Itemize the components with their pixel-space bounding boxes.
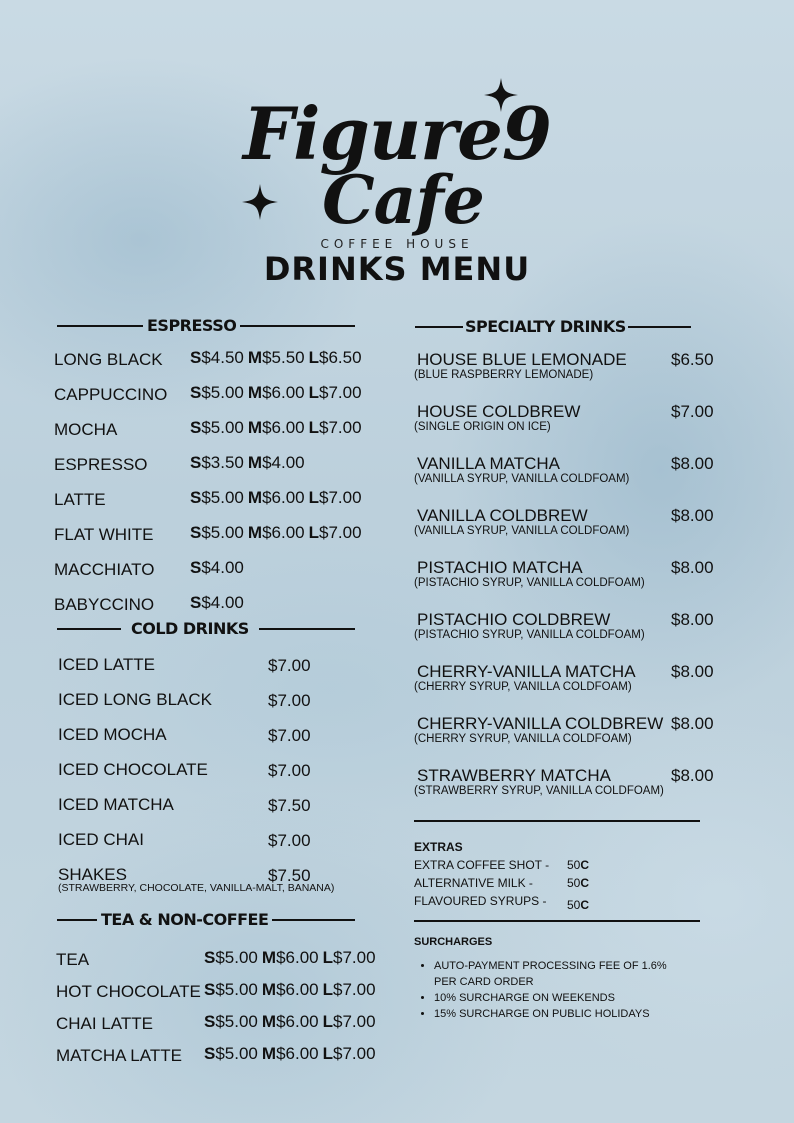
menu-item-description: (SINGLE ORIGIN ON ICE) xyxy=(414,421,551,433)
price-sizes xyxy=(190,383,366,403)
size-label: M xyxy=(261,948,277,967)
menu-item-name: BABYCCINO xyxy=(54,595,155,614)
price-sizes xyxy=(190,348,366,368)
price-sizes xyxy=(190,593,248,613)
size-label: L xyxy=(322,1012,333,1031)
section-title: COLD DRINKS xyxy=(131,619,249,638)
price-value: $5.00 xyxy=(201,488,244,507)
price-value: $7.00 xyxy=(319,523,362,542)
menu-item-description: (PISTACHIO SYRUP, VANILLA COLDFOAM) xyxy=(414,577,645,589)
size-label: M xyxy=(261,1044,277,1063)
price-value: $6.00 xyxy=(276,1044,319,1063)
size-label: S xyxy=(204,1012,216,1031)
logo-text-line1: Figure9 xyxy=(243,91,551,176)
menu-item-name: PISTACHIO COLDBREW xyxy=(417,610,611,629)
menu-item-price: $8.00 xyxy=(671,714,714,733)
menu-item-name: STRAWBERRY MATCHA xyxy=(417,766,611,785)
menu-item-description: (BLUE RASPBERRY LEMONADE) xyxy=(414,369,594,381)
menu-item-name: VANILLA MATCHA xyxy=(417,454,560,473)
menu-item-description: (VANILLA SYRUP, VANILLA COLDFOAM) xyxy=(414,525,630,537)
size-label: S xyxy=(204,980,216,999)
divider xyxy=(57,325,143,327)
price-value: $4.00 xyxy=(201,593,244,612)
section-title: TEA & NON-COFFEE xyxy=(101,910,269,929)
price-value: $7.00 xyxy=(319,418,362,437)
surcharges-title: SURCHARGES xyxy=(414,936,493,948)
price-value: $5.00 xyxy=(215,1044,258,1063)
menu-item-name: ICED LONG BLACK xyxy=(58,690,212,709)
menu-item-description: (CHERRY SYRUP, VANILLA COLDFOAM) xyxy=(414,681,632,693)
price-value: $7.00 xyxy=(319,488,362,507)
menu-item-price: $7.00 xyxy=(268,761,311,780)
size-label: S xyxy=(190,523,202,542)
menu-item-price: $7.00 xyxy=(268,691,311,710)
size-label: S xyxy=(190,558,202,577)
menu-item-price: $7.50 xyxy=(268,796,311,815)
menu-item-price: $7.50 xyxy=(268,866,311,885)
logo-text-line2: Cafe xyxy=(322,161,484,239)
price-value: $4.00 xyxy=(201,558,244,577)
size-label: M xyxy=(247,488,263,507)
price-value: $5.00 xyxy=(215,948,258,967)
menu-item-name: LATTE xyxy=(54,490,106,509)
menu-item-price: $8.00 xyxy=(671,558,714,577)
size-label: S xyxy=(190,418,202,437)
price-unit: C xyxy=(580,876,590,890)
price-value: $7.00 xyxy=(333,980,376,999)
menu-item-price: $7.00 xyxy=(268,726,311,745)
size-label: S xyxy=(190,348,202,367)
size-label: L xyxy=(308,383,319,402)
size-label: L xyxy=(308,523,319,542)
menu-item-name: ICED MATCHA xyxy=(58,795,174,814)
size-label: L xyxy=(308,488,319,507)
section-title: ESPRESSO xyxy=(147,316,237,335)
menu-item-price: $8.00 xyxy=(671,454,714,473)
price-value: $6.00 xyxy=(276,1012,319,1031)
price-value: $6.00 xyxy=(276,980,319,999)
size-label: M xyxy=(247,418,263,437)
price-value: $6.00 xyxy=(262,383,305,402)
size-label: L xyxy=(322,980,333,999)
price-sizes xyxy=(204,1012,380,1032)
menu-item-description: (VANILLA SYRUP, VANILLA COLDFOAM) xyxy=(414,473,630,485)
extra-item-name: FLAVOURED SYRUPS - xyxy=(414,894,547,908)
divider xyxy=(240,325,355,327)
section-header-specialty xyxy=(415,317,691,336)
size-label: S xyxy=(190,453,202,472)
divider xyxy=(57,919,97,921)
price-value: $6.00 xyxy=(276,948,319,967)
page-title: DRINKS MENU xyxy=(263,250,531,288)
menu-item-name: ESPRESSO xyxy=(54,455,148,474)
section-title: SPECIALTY DRINKS xyxy=(465,317,626,336)
price-value: $3.50 xyxy=(201,453,244,472)
size-label: L xyxy=(322,948,333,967)
price-value: $6.00 xyxy=(262,523,305,542)
price-value: $6.50 xyxy=(319,348,362,367)
size-label: L xyxy=(322,1044,333,1063)
menu-item-name: CHAI LATTE xyxy=(56,1014,153,1033)
menu-item-description: (PISTACHIO SYRUP, VANILLA COLDFOAM) xyxy=(414,629,645,641)
section-header-tea xyxy=(57,910,355,929)
price-value: $5.50 xyxy=(262,348,305,367)
size-label: L xyxy=(308,418,319,437)
price-sizes xyxy=(190,558,248,578)
size-label: S xyxy=(204,1044,216,1063)
surcharge-item: • 15% SURCHARGE ON PUBLIC HOLIDAYS xyxy=(434,1006,684,1022)
menu-item-name: MACCHIATO xyxy=(54,560,155,579)
menu-item-price: $8.00 xyxy=(671,610,714,629)
menu-item-price: $8.00 xyxy=(671,662,714,681)
menu-item-name: CHERRY-VANILLA COLDBREW xyxy=(417,714,664,733)
menu-item-name: LONG BLACK xyxy=(54,350,163,369)
price-value: $7.00 xyxy=(333,948,376,967)
menu-item-name: HOUSE COLDBREW xyxy=(417,402,581,421)
size-label: L xyxy=(308,348,319,367)
price-sizes xyxy=(204,948,380,968)
price-value: $5.00 xyxy=(215,1012,258,1031)
extra-item-name: ALTERNATIVE MILK - xyxy=(414,876,533,890)
extra-item-price xyxy=(567,858,589,872)
surcharges-list xyxy=(414,958,684,1022)
menu-item-name: FLAT WHITE xyxy=(54,525,154,544)
size-label: M xyxy=(261,1012,277,1031)
menu-item-name: SHAKES xyxy=(58,865,127,884)
surcharge-item: • 10% SURCHARGE ON WEEKENDS xyxy=(434,990,684,1006)
menu-item-description: (STRAWBERRY SYRUP, VANILLA COLDFOAM) xyxy=(414,785,664,797)
menu-item-price: $7.00 xyxy=(268,831,311,850)
price-unit: C xyxy=(580,858,590,872)
price-amount: 50 xyxy=(567,898,581,912)
price-unit: C xyxy=(580,898,590,912)
size-label: M xyxy=(247,383,263,402)
price-sizes xyxy=(190,488,366,508)
menu-item-name: CAPPUCCINO xyxy=(54,385,168,404)
menu-item-name: ICED CHOCOLATE xyxy=(58,760,208,779)
price-value: $7.00 xyxy=(333,1012,376,1031)
menu-item-name: HOUSE BLUE LEMONADE xyxy=(417,350,627,369)
menu-item-name: TEA xyxy=(56,950,90,969)
menu-item-price: $8.00 xyxy=(671,506,714,525)
menu-item-price: $7.00 xyxy=(671,402,714,421)
extras-title: EXTRAS xyxy=(414,840,463,854)
size-label: S xyxy=(190,593,202,612)
price-value: $5.00 xyxy=(201,523,244,542)
menu-item-name: PISTACHIO MATCHA xyxy=(417,558,583,577)
divider xyxy=(259,628,355,630)
menu-item-name: CHERRY-VANILLA MATCHA xyxy=(417,662,636,681)
divider xyxy=(414,820,700,822)
menu-item-name: ICED CHAI xyxy=(58,830,144,849)
extra-item-price xyxy=(567,898,589,912)
extra-item-price xyxy=(567,876,589,890)
section-header-cold-drinks xyxy=(57,619,355,638)
size-label: M xyxy=(247,453,263,472)
size-label: S xyxy=(190,488,202,507)
size-label: M xyxy=(261,980,277,999)
price-value: $4.50 xyxy=(201,348,244,367)
menu-item-name: MOCHA xyxy=(54,420,118,439)
menu-item-price: $6.50 xyxy=(671,350,714,369)
menu-item-name: ICED LATTE xyxy=(58,655,155,674)
menu-item-name: ICED MOCHA xyxy=(58,725,167,744)
menu-item-description: (STRAWBERRY, CHOCOLATE, VANILLA-MALT, BANANA) xyxy=(58,882,335,894)
price-sizes xyxy=(204,980,380,1000)
size-label: M xyxy=(247,348,263,367)
price-amount: 50 xyxy=(567,876,581,890)
price-amount: 50 xyxy=(567,858,581,872)
size-label: M xyxy=(247,523,263,542)
logo-subtitle: COFFEE HOUSE xyxy=(320,237,474,251)
price-sizes xyxy=(190,418,366,438)
surcharge-item: • AUTO-PAYMENT PROCESSING FEE OF 1.6% PER CARD ORDER xyxy=(434,958,684,990)
price-value: $6.00 xyxy=(262,418,305,437)
divider xyxy=(414,920,700,922)
extra-item-name: EXTRA COFFEE SHOT - xyxy=(414,858,550,872)
divider xyxy=(57,628,121,630)
divider xyxy=(272,919,355,921)
menu-item-price: $8.00 xyxy=(671,766,714,785)
size-label: S xyxy=(190,383,202,402)
menu-item-name: VANILLA COLDBREW xyxy=(417,506,588,525)
price-sizes xyxy=(190,453,309,473)
size-label: S xyxy=(204,948,216,967)
divider xyxy=(628,326,691,328)
price-value: $7.00 xyxy=(333,1044,376,1063)
price-value: $5.00 xyxy=(215,980,258,999)
section-header-espresso xyxy=(57,316,355,335)
price-value: $5.00 xyxy=(201,418,244,437)
price-value: $6.00 xyxy=(262,488,305,507)
menu-item-name: HOT CHOCOLATE xyxy=(56,982,201,1001)
menu-item-price: $7.00 xyxy=(268,656,311,675)
divider xyxy=(415,326,463,328)
price-sizes xyxy=(204,1044,380,1064)
price-value: $4.00 xyxy=(262,453,305,472)
price-sizes xyxy=(190,523,366,543)
menu-item-description: (CHERRY SYRUP, VANILLA COLDFOAM) xyxy=(414,733,632,745)
price-value: $5.00 xyxy=(201,383,244,402)
menu-item-name: MATCHA LATTE xyxy=(56,1046,182,1065)
price-value: $7.00 xyxy=(319,383,362,402)
